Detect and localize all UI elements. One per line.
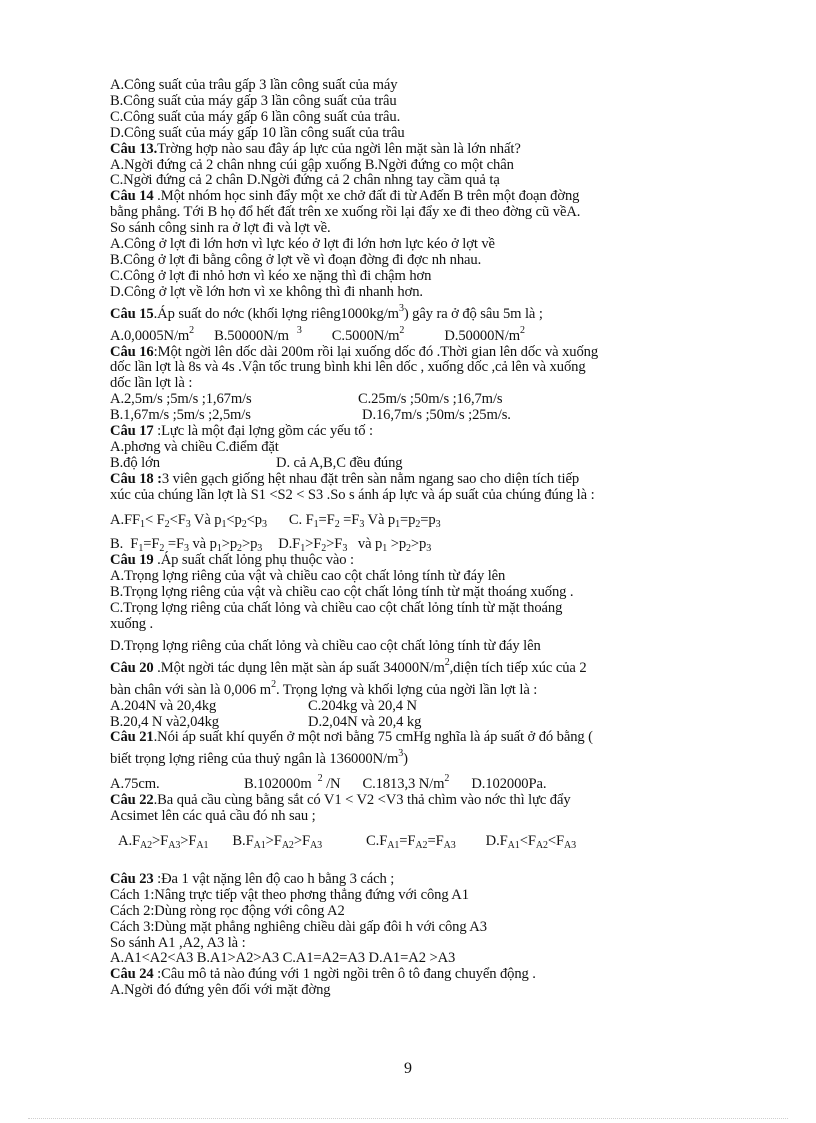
answer-b: B. $F_1=F_2 =F_3$ và $p_1>p_2>p_3$ bbox=[110, 536, 263, 555]
answer-d: $D.F_{A1}<F_{A2}<F_{A3}$ bbox=[485, 832, 577, 851]
answer-row bbox=[110, 834, 770, 850]
question-16 bbox=[110, 345, 770, 361]
answer-c: C.25m/s ;50m/s ;16,7m/s bbox=[358, 391, 503, 408]
question-19 bbox=[110, 553, 770, 569]
question-15 bbox=[110, 302, 770, 323]
question-21 bbox=[110, 730, 770, 746]
question-24 bbox=[110, 967, 770, 983]
text-line: A.Công suất của trâu gấp 3 lần công suất của máy bbox=[110, 77, 398, 93]
question-text: .Ba quả cầu cùng bằng sắt có V1 < V2 <V3 thả chìm vào nớc thì lực đẩy bbox=[153, 792, 571, 809]
text-line: D.Công suất của máy gấp 10 lần công suất của trâu bbox=[110, 124, 405, 141]
answer-b: $B.F_{A1}>F_{A2}>F_{A3}$ bbox=[232, 832, 323, 851]
answer-a: $A.FF_1< F_2<F_3$ Và $p_1<p_2<p_3$ bbox=[110, 511, 267, 530]
question-text: :Câu mô tả nào đúng với 1 ngời ngồi trên ô tô đang chuyển động . bbox=[153, 966, 536, 983]
answer-row bbox=[110, 392, 770, 408]
question-label: Câu 15 bbox=[110, 305, 154, 322]
text-line: xúc của chúng lần lợt là S1 <S2 < S3 .So s ánh áp lực và áp suất của chúng đúng là : bbox=[110, 486, 595, 503]
text-line: D.Công ở lợt về lớn hơn vì xe không thì đi nhanh hơn. bbox=[110, 283, 423, 300]
answer-b: B.20,4 N và2,04kg bbox=[110, 713, 219, 730]
text-line: A.Ngời đó đứng yên đối với mặt đờng bbox=[110, 982, 331, 999]
text-line: B.Công ở lợt đi bằng công ở lợt về vì đoạn đờng đi đợc nh nhau. bbox=[110, 251, 482, 268]
answer-b: B.1,67m/s ;5m/s ;2,5m/s bbox=[110, 407, 251, 424]
text-line: So sánh công sinh ra ở lợt đi và lợt về. bbox=[110, 220, 331, 237]
answer-row bbox=[110, 715, 770, 731]
answer-a: $A.F_{A2}>F_{A3}>F_{A1}$ bbox=[118, 832, 209, 851]
answer-b: B.50000N/m $^3$ bbox=[214, 324, 302, 344]
question-23 bbox=[110, 872, 770, 888]
question-label: Câu 23 bbox=[110, 870, 154, 887]
text-line: dốc lần lợt là 8s và 4s .Vận tốc trung bình khi lên dốc , xuống dốc ,cả lên và xuống bbox=[110, 359, 586, 376]
question-text: ,diện tích tiếp xúc của 2 bbox=[449, 659, 587, 676]
text-line: D.Trọng lợng riêng của chất lỏng và chiều cao cột chất lỏng tính từ đáy lên bbox=[110, 637, 541, 654]
text-line: B.Trọng lợng riêng của vật và chiều cao cột chất lỏng tính từ mặt thoáng xuống . bbox=[110, 584, 574, 601]
question-22 bbox=[110, 793, 770, 809]
answer-d: D.16,7m/s ;50m/s ;25m/s. bbox=[362, 407, 511, 424]
text-line: So sánh A1 ,A2, A3 là : bbox=[110, 934, 246, 951]
question-text: :Một ngời lên dốc dài 200m rồi lại xuống dốc đó .Thời gian lên dốc và xuống bbox=[153, 343, 599, 360]
answer-row bbox=[110, 537, 770, 553]
text-line: bằng phẳng. Tới B họ đổ hết đất trên xe xuống rồi lại đẩy xe đi theo đờng cũ vềA. bbox=[110, 204, 581, 221]
text-line: Cách 1:Nâng trực tiếp vật theo phơng thẳng đứng với công A1 bbox=[110, 886, 469, 903]
text-line: biết trọng lợng riêng của thuỷ ngân là $136000N/m^3$) bbox=[110, 748, 408, 768]
answer-row bbox=[110, 456, 770, 472]
text-line: Acsimet lên các quả cầu đó nh sau ; bbox=[110, 808, 316, 825]
question-label: Câu 14 bbox=[110, 188, 154, 205]
text-line: C.Trọng lợng riêng của chất lỏng và chiều cao cột chất lỏng tính từ mặt thoáng bbox=[110, 600, 563, 617]
text-line: A.Công ở lợt đi lớn hơn vì lực kéo ở lợt đi lớn hơn lực kéo ở lợt về bbox=[110, 236, 495, 253]
question-text: .Một nhóm học sinh đẩy một xe chở đất đi từ Ađến B trên một đoạn đờng bbox=[153, 188, 580, 205]
answer-d: $D.F_1>F_2>F_3$ và $p_1 >p_2>p_3$ bbox=[278, 536, 432, 555]
text-line: dốc lần lợt là : bbox=[110, 375, 193, 392]
question-label: Câu 24 bbox=[110, 966, 154, 983]
answer-d: D. cả A,B,C đều đúng bbox=[276, 454, 403, 471]
question-20: Câu 20 .Một ngời tác dụng lên mặt sàn áp suất $34000N/m^2,diện$ tích tiếp xúc của 2 bbox=[110, 656, 587, 676]
answer-a: A.75cm. bbox=[110, 776, 160, 793]
answer-row bbox=[110, 699, 770, 715]
question-text: 3 viên gạch giống hệt nhau đặt trên sàn nằm ngang sao cho diện tích tiếp bbox=[161, 470, 580, 487]
question-17 bbox=[110, 424, 770, 440]
question-label: Câu 21 bbox=[110, 729, 154, 746]
question-text: :Đa 1 vật nặng lên độ cao h bằng 3 cách ; bbox=[153, 870, 395, 887]
question-label: Câu 13. bbox=[110, 140, 158, 157]
answer-d: D.2,04N và 20,4 kg bbox=[308, 713, 422, 730]
question-14 bbox=[110, 189, 770, 205]
text-line: A.Trọng lợng riêng của vật và chiều cao cột chất lỏng tính từ đáy lên bbox=[110, 568, 506, 585]
answer-b: B.độ lớn bbox=[110, 454, 160, 471]
text-line: Cách 2:Dùng ròng rọc động với công A2 bbox=[110, 902, 345, 919]
question-label: Câu 16 bbox=[110, 343, 154, 360]
answer-c: C.204kg và 20,4 N bbox=[308, 697, 417, 714]
text-line: C.Ngời đứng cả 2 chân D.Ngời đứng cả 2 chân nhng tay cầm quả tạ bbox=[110, 172, 500, 189]
answer-b: B.102000m $^2$ /N bbox=[244, 773, 341, 793]
footer-divider bbox=[28, 1118, 788, 1119]
question-text: ) gây ra ở độ sâu 5m là ; bbox=[403, 305, 543, 322]
question-text: .Áp suất chất lỏng phụ thuộc vào : bbox=[153, 552, 354, 569]
answer-a: A.2,5m/s ;5m/s ;1,67m/s bbox=[110, 391, 252, 408]
question-18 bbox=[110, 472, 770, 488]
text-line: xuống . bbox=[110, 616, 154, 632]
question-label: Câu 18 : bbox=[110, 470, 162, 487]
answer-a: A.204N và 20,4kg bbox=[110, 697, 217, 714]
answer-c: C. $F_1=F_2 =F_3$ Và $p_1=p_2=p_3$ bbox=[288, 511, 441, 530]
answer-d: $D.50000N/m^2$ bbox=[444, 324, 525, 344]
question-label: Câu 17 bbox=[110, 423, 154, 440]
document-body bbox=[110, 78, 770, 999]
answer-row bbox=[110, 324, 770, 345]
answer-c: $C.5000N/m^2$ bbox=[331, 324, 405, 344]
question-text: Trờng hợp nào sau đây áp lực của ngời lên mặt sàn là lớn nhất? bbox=[157, 140, 521, 157]
question-text: .Áp suất do nớc (khối lợng riêng1000kg/m bbox=[153, 305, 399, 322]
question-label: Câu 20 bbox=[110, 659, 154, 676]
answer-a: $A.0,0005N/m^2$ bbox=[110, 324, 195, 344]
text-line: C.Công suất của máy gấp 6 lần công suất của trâu. bbox=[110, 108, 401, 125]
page-number: 9 bbox=[404, 1060, 412, 1077]
text-line: C.Công ở lợt đi nhỏ hơn vì kéo xe nặng thì đi chậm hơn bbox=[110, 267, 432, 284]
question-text: .Một ngời tác dụng lên mặt sàn áp suất 34000N/m bbox=[153, 659, 445, 676]
text-line: A.Ngời đứng cả 2 chân nhng cúi gập xuống B.Ngời đứng co một chân bbox=[110, 156, 514, 173]
text-line: bàn chân với sàn là 0,006 $m^2$. Trọng lợng và khối lợng của ngời lần lợt là : bbox=[110, 678, 538, 698]
text-line: A.phơng và chiều C.điểm đặt bbox=[110, 438, 279, 455]
answer-row bbox=[110, 408, 770, 424]
question-label: Câu 22 bbox=[110, 792, 154, 809]
superscript: 3 bbox=[398, 302, 404, 314]
question-text: .Nói áp suất khí quyển ở một nơi bằng 75 cmHg nghĩa là áp suất ở đó bằng ( bbox=[153, 729, 593, 746]
question-label: Câu 19 bbox=[110, 552, 154, 569]
answer-c: C.1813,3 $N/m^2$ bbox=[362, 773, 450, 793]
question-13 bbox=[110, 142, 770, 158]
answer-row: A.A1<A2<A3 B.A1>A2>A3 C.A1=A2=A3 D.A1=A2 >A3 bbox=[110, 950, 456, 967]
answer-d: D.102000Pa. bbox=[471, 776, 547, 793]
text-line: B.Công suất của máy gấp 3 lần công suất của trâu bbox=[110, 92, 397, 109]
text-line: Cách 3:Dùng mặt phẳng nghiêng chiều dài gấp đôi h với công A3 bbox=[110, 918, 487, 935]
answer-row bbox=[110, 513, 770, 529]
answer-c: $C.F_{A1}=F_{A2}=F_{A3}$ bbox=[366, 832, 456, 851]
question-text: :Lực là một đại lợng gồm các yếu tố : bbox=[153, 423, 373, 440]
answer-row bbox=[110, 773, 770, 793]
